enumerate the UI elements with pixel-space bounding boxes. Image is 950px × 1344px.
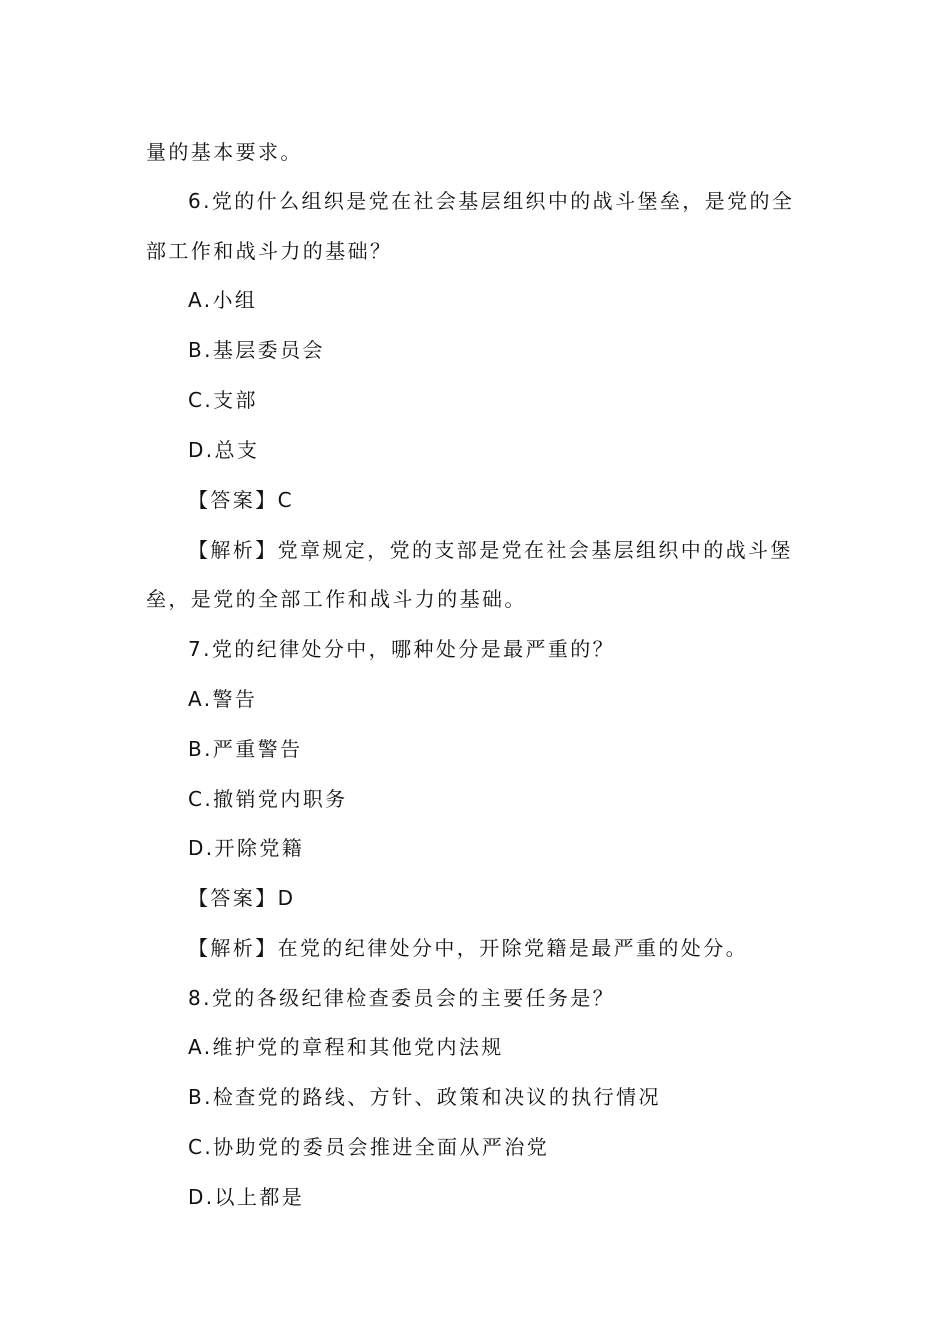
question-8-option-b: B.检查党的路线、方针、政策和决议的执行情况 xyxy=(188,1085,661,1109)
question-8-option-d: D.以上都是 xyxy=(188,1185,305,1209)
question-6-text-continued: 部工作和战斗力的基础？ xyxy=(146,239,393,263)
question-8-text: 8.党的各级纪律检查委员会的主要任务是？ xyxy=(188,986,616,1010)
question-7-option-d: D.开除党籍 xyxy=(188,836,305,860)
question-6-answer: 【答案】C xyxy=(188,488,294,512)
question-6-option-d: D.总支 xyxy=(188,438,260,462)
question-6-option-c: C.支部 xyxy=(188,388,258,412)
question-8-option-a: A.维护党的章程和其他党内法规 xyxy=(188,1035,504,1059)
question-6-option-a: A.小组 xyxy=(188,288,258,312)
question-7-explanation: 【解析】在党的纪律处分中，开除党籍是最严重的处分。 xyxy=(188,936,748,960)
question-7-option-a: A.警告 xyxy=(188,687,258,711)
question-7-answer: 【答案】D xyxy=(188,886,296,910)
question-7-text: 7.党的纪律处分中，哪种处分是最严重的？ xyxy=(188,637,616,661)
question-8-option-c: C.协助党的委员会推进全面从严治党 xyxy=(188,1135,550,1159)
paragraph-continuation: 量的基本要求。 xyxy=(146,140,303,164)
question-7-option-b: B.严重警告 xyxy=(188,737,303,761)
question-6-explanation-continued: 垒，是党的全部工作和战斗力的基础。 xyxy=(146,587,527,611)
question-7-option-c: C.撤销党内职务 xyxy=(188,787,348,811)
question-6-text: 6.党的什么组织是党在社会基层组织中的战斗堡垒，是党的全 xyxy=(188,189,795,213)
question-6-option-b: B.基层委员会 xyxy=(188,338,325,362)
question-6-explanation: 【解析】党章规定，党的支部是党在社会基层组织中的战斗堡 xyxy=(188,538,793,562)
